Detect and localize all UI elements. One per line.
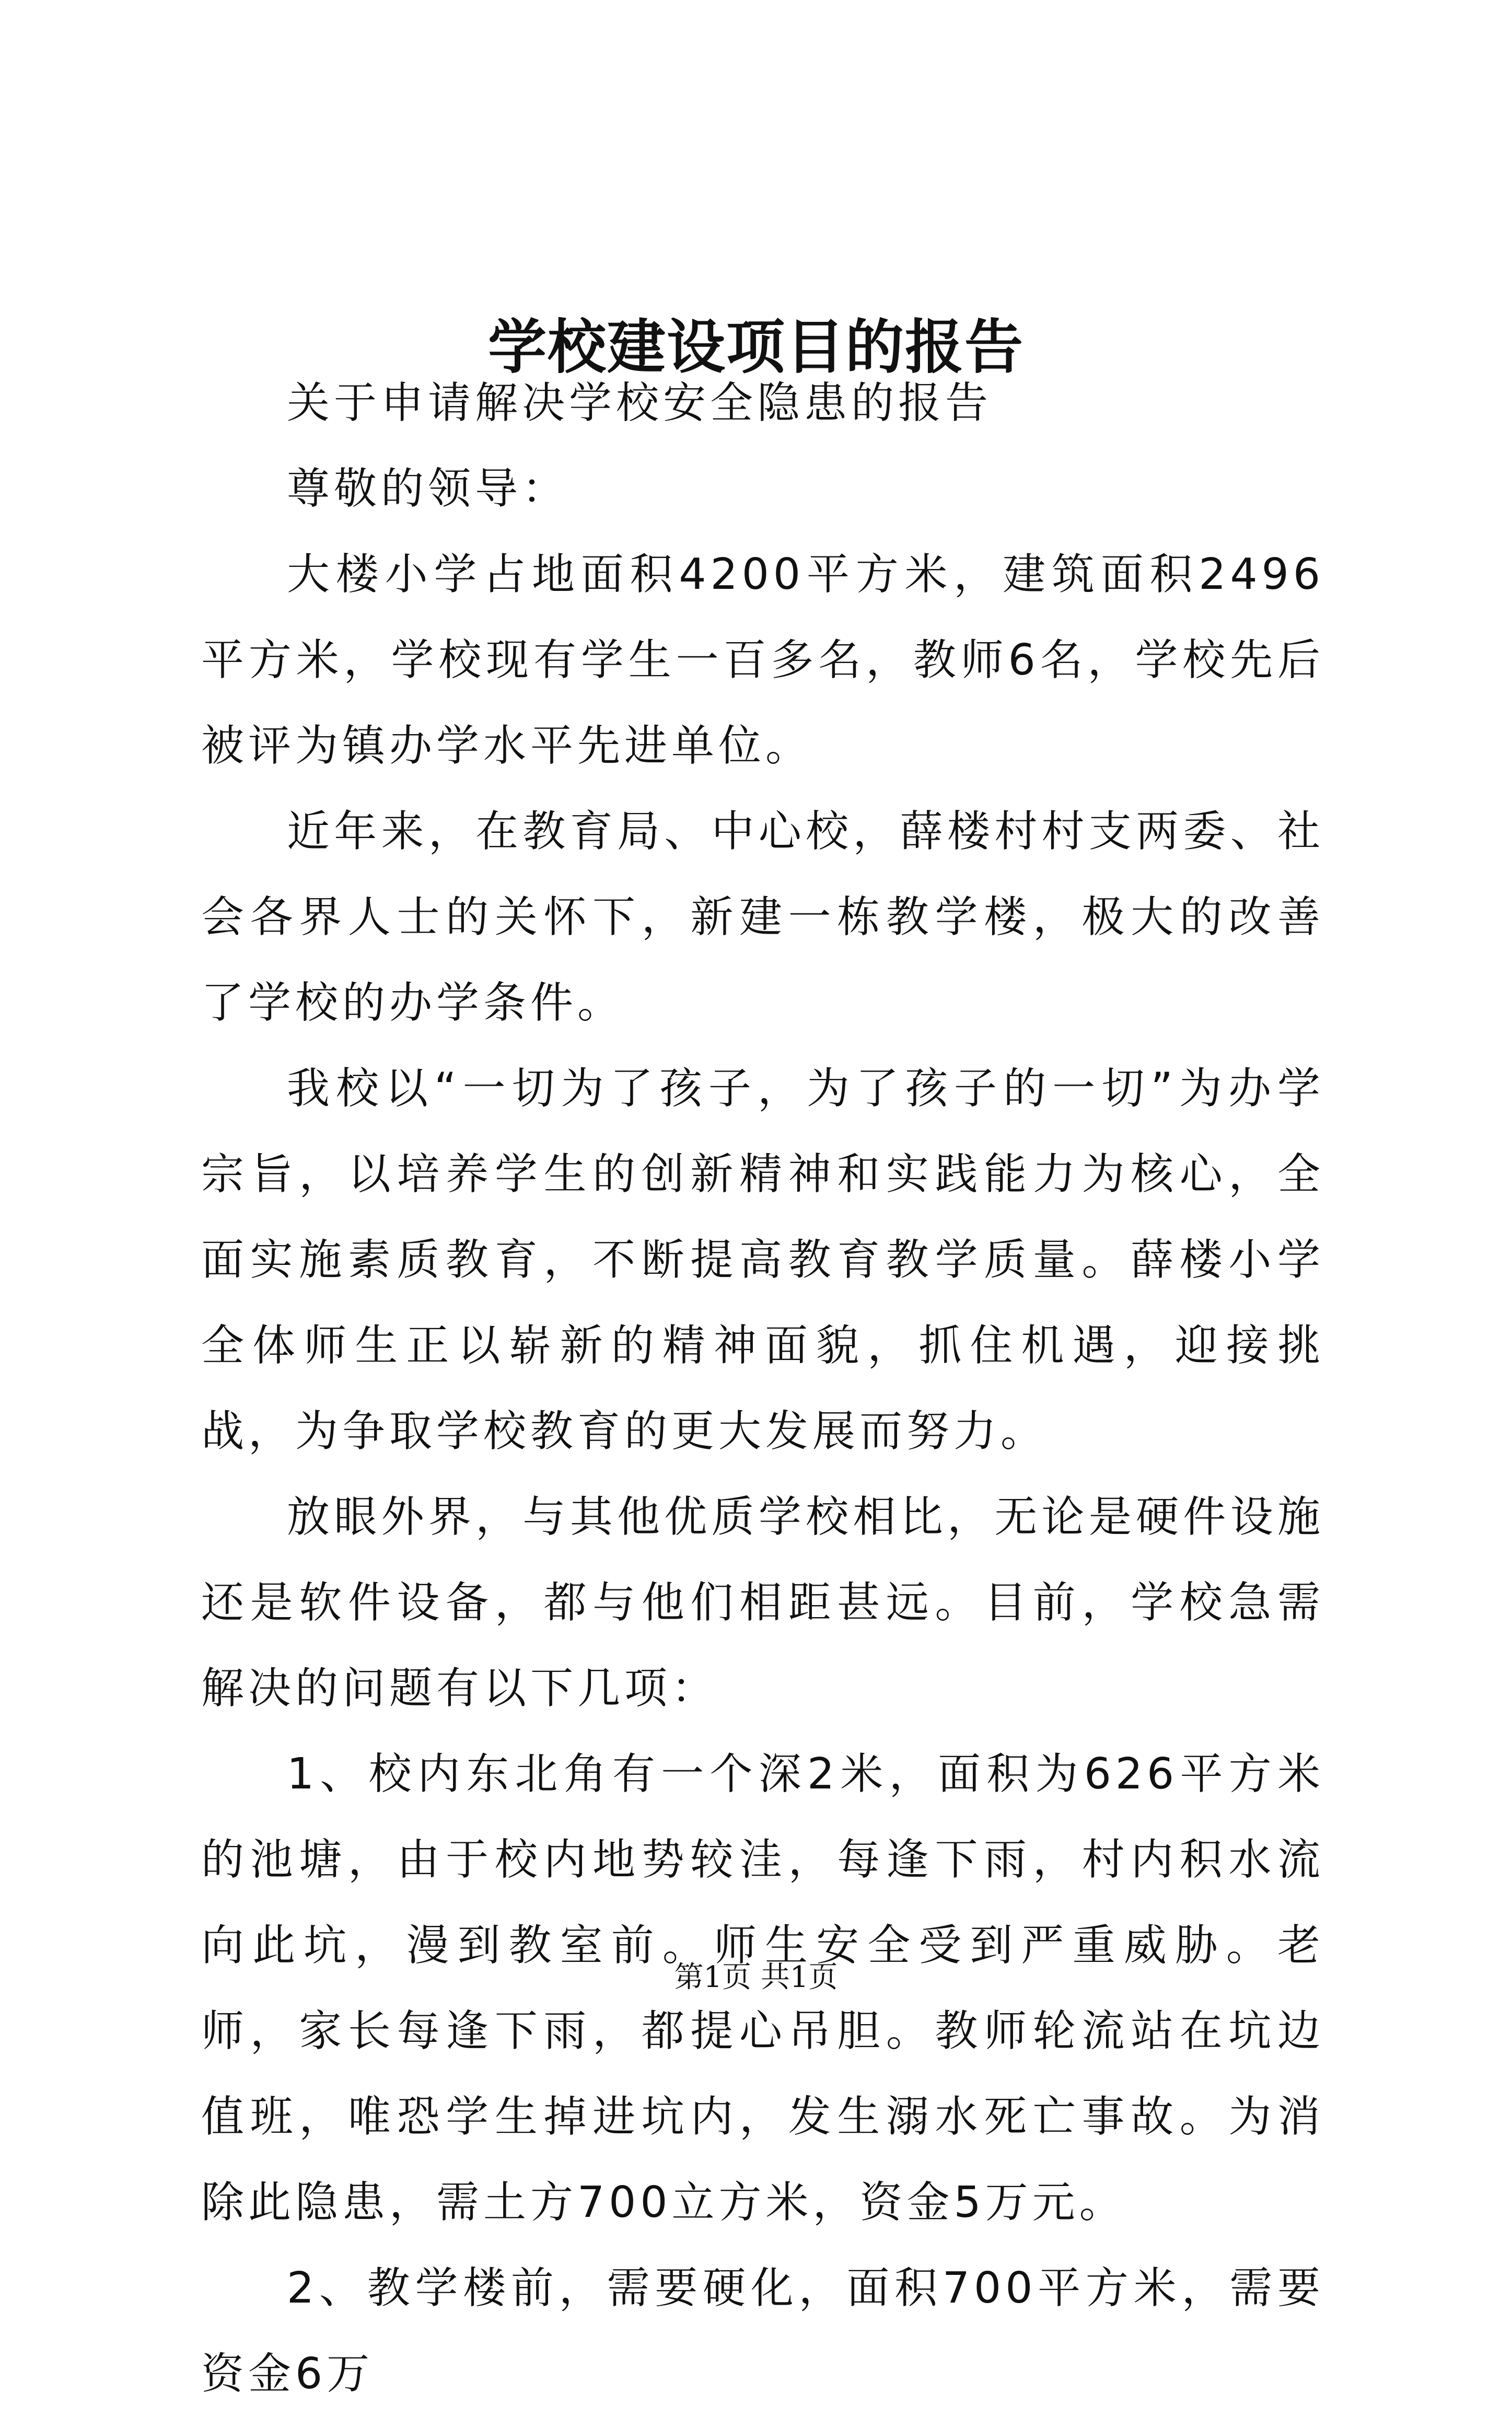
- paragraph-recent-years: 近年来，在教育局、中心校，薛楼村村支两委、社会各界人士的关怀下，新建一栋教学楼，极大的改善了学校的办学条件。: [201, 807, 1324, 1028]
- page-number-footer: 第1页 共1页: [674, 1960, 838, 1994]
- paragraph-school-intro: 大楼小学占地面积4200平方米，建筑面积2496平方米，学校现有学生一百多名，教师6名，学校先后被评为镇办学水平先进单位。: [201, 550, 1324, 771]
- paragraph-item-1: 1、校内东北角有一个深2米，面积为626平方米的池塘，由于校内地势较洼，每逢下雨，村内积水流向此坑，漫到教室前。师生安全受到严重威胁。老师，家长每逢下雨，都提心吊胆。教师轮流站在坑边值班，唯恐学生掉进坑内，发生溺水死亡事故。为消除此隐患，需土方700立方米，资金5万元。: [201, 1749, 1324, 2227]
- document-body: [201, 361, 1324, 2417]
- salutation: 尊敬的领导：: [287, 464, 569, 514]
- subject-line: 关于申请解决学校安全隐患的报告: [287, 378, 993, 428]
- paragraph-item-2: 2、教学楼前，需要硬化，面积700平方米，需要资金6万: [201, 2263, 1324, 2399]
- paragraph-school-mission: 我校以“一切为了孩子，为了孩子的一切”为办学宗旨，以培养学生的创新精神和实践能力为核心，全面实施素质教育，不断提高教育教学质量。薛楼小学全体师生正以崭新的精神面貌，抓住机遇，迎接挑战，为争取学校教育的更大发展而努力。: [201, 1064, 1324, 1456]
- paragraph-problems-intro: 放眼外界，与其他优质学校相比，无论是硬件设施还是软件设备，都与他们相距甚远。目前，学校急需解决的问题有以下几项：: [201, 1492, 1324, 1713]
- document-title: 学校建设项目的报告: [488, 313, 1024, 382]
